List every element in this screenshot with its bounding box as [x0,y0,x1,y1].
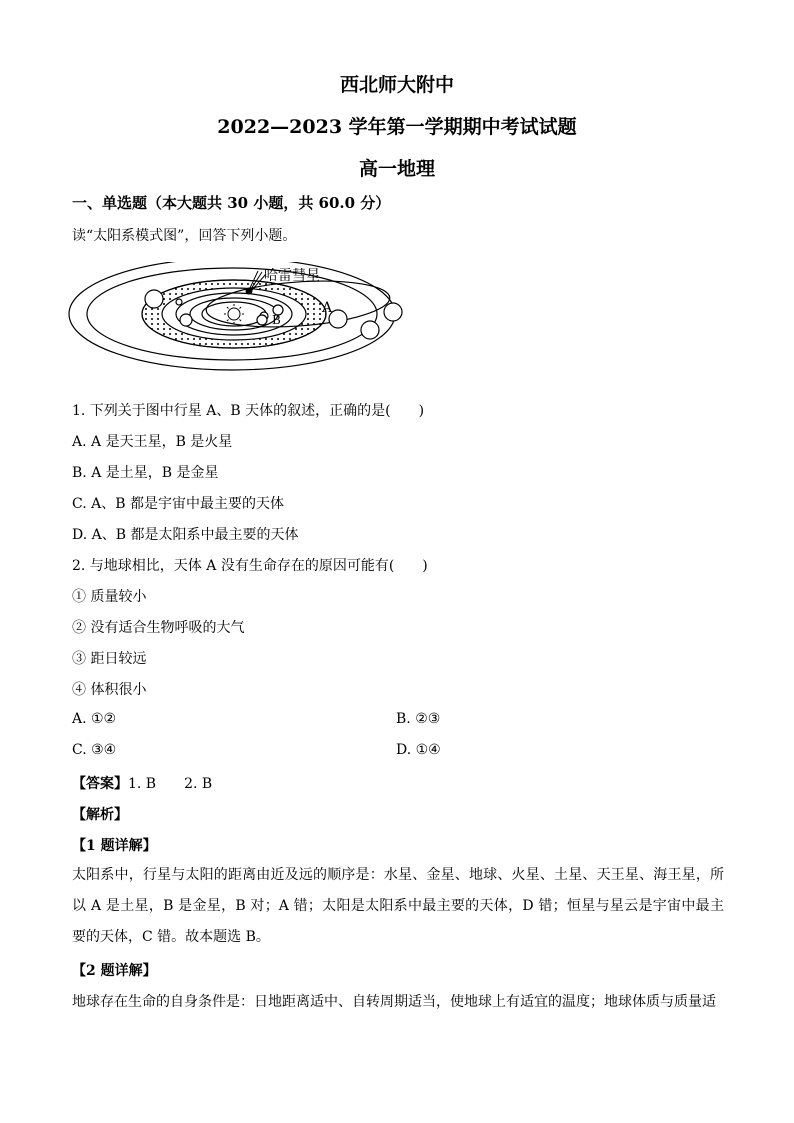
planet-b [257,315,267,325]
answer-value-2: 2. B [184,776,213,792]
analysis-q2-heading: 【2 题详解】 [72,963,157,979]
question-1-option-a: A. A 是天王星，B 是火星 [72,434,233,450]
exam-title: 2022—2023 学年第一学期期中考试试题 [217,116,577,138]
subject-title: 高一地理 [358,158,435,180]
section-intro: 读“太阳系模式图”，回答下列小题。 [72,228,297,244]
analysis-label: 【解析】 [72,807,128,823]
question-1-option-c: C. A、B 都是宇宙中最主要的天体 [72,496,284,512]
question-2-item-3: ③ 距日较远 [72,651,147,667]
label-b: B [272,313,281,327]
planet-jupiter [145,290,163,308]
comet-label: 哈雷彗星 [264,268,320,284]
question-2-item-4: ④ 体积很小 [72,682,147,698]
question-1-option-d: D. A、B 都是太阳系中最主要的天体 [72,527,299,543]
answer-label: 【答案】 [72,776,128,792]
analysis-q2-text: 地球存在生命的自身条件是：日地距离适中、自转周期适当，使地球上有适宜的温度；地球体质与质量适 [72,994,716,1010]
answer-value-1: 1. B [128,776,157,792]
planet-small [176,299,182,305]
question-2-stem: 2. 与地球相比，天体 A 没有生命存在的原因可能有( ) [72,558,428,574]
question-2-option-d: D. ①④ [396,742,441,758]
analysis-q1-text: 太阳系中，行星与太阳的距离由近及远的顺序是：水星、金星、地球、火星、土星、天王星、海王星，所以 A 是土星，B 是金星，B 对；A 错；太阳是太阳系中最主要的天体，D 错；恒星与星云是宇宙中最主要的天体，C 错。故本题选 B。 [72,867,724,945]
question-2-option-a: A. ①② [72,711,117,727]
planet-neptune [384,303,402,321]
analysis-q1-heading: 【1 题详解】 [72,838,157,854]
solar-system-diagram [66,262,416,372]
question-2-option-c: C. ③④ [72,742,117,758]
planet-uranus [361,321,379,339]
question-1-stem: 1. 下列关于图中行星 A、B 天体的叙述，正确的是( ) [72,403,425,419]
question-1-option-b: B. A 是土星，B 是金星 [72,465,219,481]
planet-mars [180,314,192,326]
question-2-option-b: B. ②③ [396,711,441,727]
answer-line [72,773,212,793]
question-2-item-2: ② 没有适合生物呼吸的大气 [72,620,245,636]
section-title: 一、单选题（本大题共 30 小题，共 60.0 分） [72,194,391,212]
label-a: A [322,300,333,316]
school-title: 西北师大附中 [339,74,454,96]
question-2-item-1: ① 质量较小 [72,589,147,605]
